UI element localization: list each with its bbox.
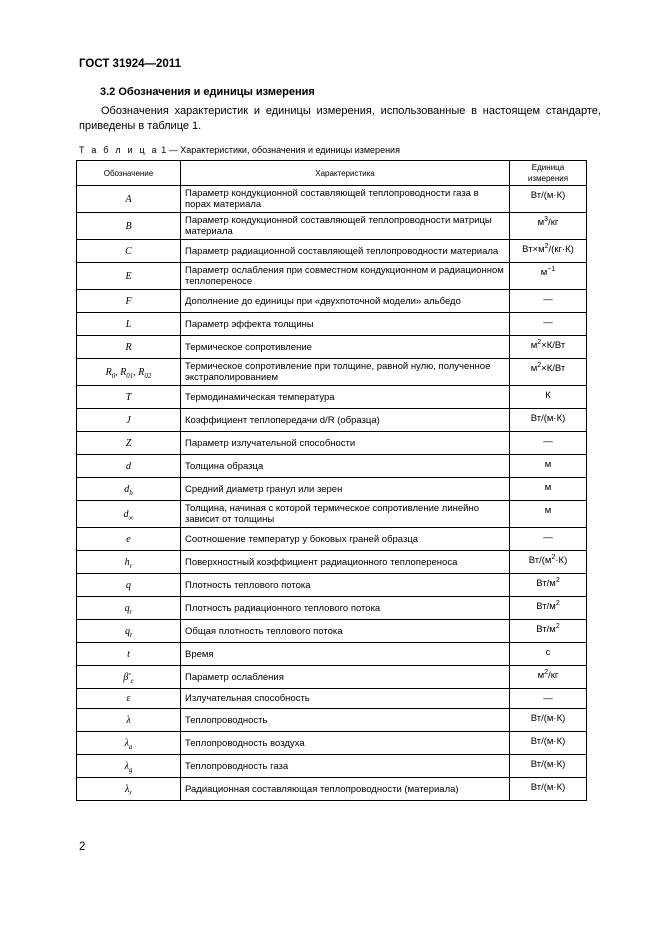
row-symbol: $\beta'_e$ — [77, 666, 181, 689]
row-symbol: F — [77, 290, 181, 313]
row-unit: $Вт\times м^2/(кг\cdot К)$ — [510, 240, 587, 263]
intro-paragraph: Обозначения характеристик и единицы измерения, использованные в настоящем стандарте, приведены в таблице 1. — [79, 105, 601, 132]
row-symbol: A — [77, 186, 181, 213]
row-characteristic: Толщина, начиная с которой термическое сопротивление линейно зависит от толщины — [181, 501, 510, 528]
header-characteristic: Характеристика — [181, 161, 510, 186]
row-symbol: t — [77, 643, 181, 666]
row-unit: $м^2\times К/Вт$ — [510, 359, 587, 386]
table-row — [77, 574, 587, 597]
row-unit: Вт/(м·К) — [510, 409, 587, 432]
row-unit: м — [510, 455, 587, 478]
row-symbol: L — [77, 313, 181, 336]
row-characteristic: Теплопроводность — [181, 709, 510, 732]
table-row — [77, 620, 587, 643]
row-unit: $м^3/кг$ — [510, 213, 587, 240]
row-symbol: q — [77, 574, 181, 597]
row-unit: — — [510, 313, 587, 336]
row-symbol: $q_r$ — [77, 597, 181, 620]
row-symbol: e — [77, 528, 181, 551]
row-characteristic: Параметр кондукционной составляющей теплопроводности матрицы материала — [181, 213, 510, 240]
row-unit: — — [510, 528, 587, 551]
row-unit: Вт/(м·К) — [510, 709, 587, 732]
row-characteristic: Средний диаметр гранул или зерен — [181, 478, 510, 501]
row-characteristic: Теплопроводность газа — [181, 755, 510, 778]
row-symbol: R — [77, 336, 181, 359]
row-symbol: $\lambda_r$ — [77, 778, 181, 801]
table-row — [77, 386, 587, 409]
section-title: 3.2 Обозначения и единицы измерения — [100, 86, 315, 98]
table-row — [77, 755, 587, 778]
table-row — [77, 336, 587, 359]
row-unit: $м^2\times К/Вт$ — [510, 336, 587, 359]
row-characteristic: Плотность теплового потока — [181, 574, 510, 597]
row-symbol: d — [77, 455, 181, 478]
row-characteristic: Термическое сопротивление при толщине, равной нулю, полученное экстраполированием — [181, 359, 510, 386]
row-symbol: Z — [77, 432, 181, 455]
table-row — [77, 732, 587, 755]
row-symbol: E — [77, 263, 181, 290]
table-header-row — [77, 161, 587, 186]
row-symbol: J — [77, 409, 181, 432]
table-row — [77, 186, 587, 213]
row-unit: — — [510, 290, 587, 313]
row-unit: Вт/(м·К) — [510, 755, 587, 778]
table-caption — [79, 145, 400, 155]
row-characteristic: Плотность радиационного теплового потока — [181, 597, 510, 620]
row-characteristic: Поверхностный коэффициент радиационного теплопереноса — [181, 551, 510, 574]
table-row — [77, 263, 587, 290]
row-unit: м — [510, 501, 587, 528]
row-characteristic: Параметр радиационной составляющей теплопроводности материала — [181, 240, 510, 263]
row-characteristic: Толщина образца — [181, 455, 510, 478]
row-characteristic: Дополнение до единицы при «двухпоточной модели» альбедо — [181, 290, 510, 313]
row-characteristic: Термическое сопротивление — [181, 336, 510, 359]
row-characteristic: Параметр излучательной способности — [181, 432, 510, 455]
page-number: 2 — [79, 841, 86, 853]
table-row — [77, 551, 587, 574]
row-unit: Вт/(м·К) — [510, 186, 587, 213]
row-unit: — — [510, 689, 587, 709]
table-row — [77, 213, 587, 240]
table-row — [77, 709, 587, 732]
row-characteristic: Излучательная способность — [181, 689, 510, 709]
table-row — [77, 478, 587, 501]
symbols-table — [76, 160, 587, 801]
row-unit: $Вт/м^2$ — [510, 597, 587, 620]
row-symbol: ε — [77, 689, 181, 709]
row-characteristic: Время — [181, 643, 510, 666]
row-unit: К — [510, 386, 587, 409]
table-row — [77, 689, 587, 709]
row-characteristic: Параметр ослабления — [181, 666, 510, 689]
row-symbol: $q_t$ — [77, 620, 181, 643]
row-unit: Вт/(м·К) — [510, 778, 587, 801]
row-characteristic: Коэффициент теплопередачи d/R (образца) — [181, 409, 510, 432]
row-unit: $Вт/м^2$ — [510, 574, 587, 597]
table-row — [77, 778, 587, 801]
row-unit: $Вт/м^2$ — [510, 620, 587, 643]
row-symbol: $h_r$ — [77, 551, 181, 574]
row-characteristic: Соотношение температур у боковых граней образца — [181, 528, 510, 551]
row-characteristic: Параметр кондукционной составляющей теплопроводности газа в порах материала — [181, 186, 510, 213]
row-characteristic: Параметр эффекта толщины — [181, 313, 510, 336]
table-row — [77, 597, 587, 620]
row-unit: $м^{-1}$ — [510, 263, 587, 290]
row-symbol: $R_0$, $R_{01}$, $R_{02}$ — [77, 359, 181, 386]
row-unit: Вт/(м·К) — [510, 732, 587, 755]
table-caption-text: 1 — Характеристики, обозначения и единицы измерения — [158, 145, 400, 155]
table-row — [77, 455, 587, 478]
row-symbol: $\lambda_g$ — [77, 755, 181, 778]
row-characteristic: Теплопроводность воздуха — [181, 732, 510, 755]
row-symbol: T — [77, 386, 181, 409]
header-unit: Единица измерения — [510, 161, 587, 186]
row-symbol: λ — [77, 709, 181, 732]
header-symbol: Обозначение — [77, 161, 181, 186]
table-row — [77, 409, 587, 432]
row-unit: $Вт/(м^2\cdot К)$ — [510, 551, 587, 574]
row-characteristic: Параметр ослабления при совместном кондукционном и радиационном теплопереносе — [181, 263, 510, 290]
document-id: ГОСТ 31924—2011 — [79, 58, 181, 70]
table-caption-label: Т а б л и ц а — [79, 145, 159, 155]
row-unit: с — [510, 643, 587, 666]
row-unit: — — [510, 432, 587, 455]
row-symbol: $d_\infty$ — [77, 501, 181, 528]
table-row — [77, 501, 587, 528]
table-row — [77, 359, 587, 386]
row-characteristic: Радиационная составляющая теплопроводности (материала) — [181, 778, 510, 801]
row-characteristic: Термодинамическая температура — [181, 386, 510, 409]
table-row — [77, 313, 587, 336]
row-unit: $м^2/кг$ — [510, 666, 587, 689]
row-symbol: C — [77, 240, 181, 263]
row-characteristic: Общая плотность теплового потока — [181, 620, 510, 643]
table-row — [77, 432, 587, 455]
row-symbol: $\lambda_a$ — [77, 732, 181, 755]
row-unit: м — [510, 478, 587, 501]
row-symbol: $d_b$ — [77, 478, 181, 501]
table-row — [77, 666, 587, 689]
table-row — [77, 240, 587, 263]
table-row — [77, 290, 587, 313]
table-row — [77, 643, 587, 666]
row-symbol: B — [77, 213, 181, 240]
table-row — [77, 528, 587, 551]
